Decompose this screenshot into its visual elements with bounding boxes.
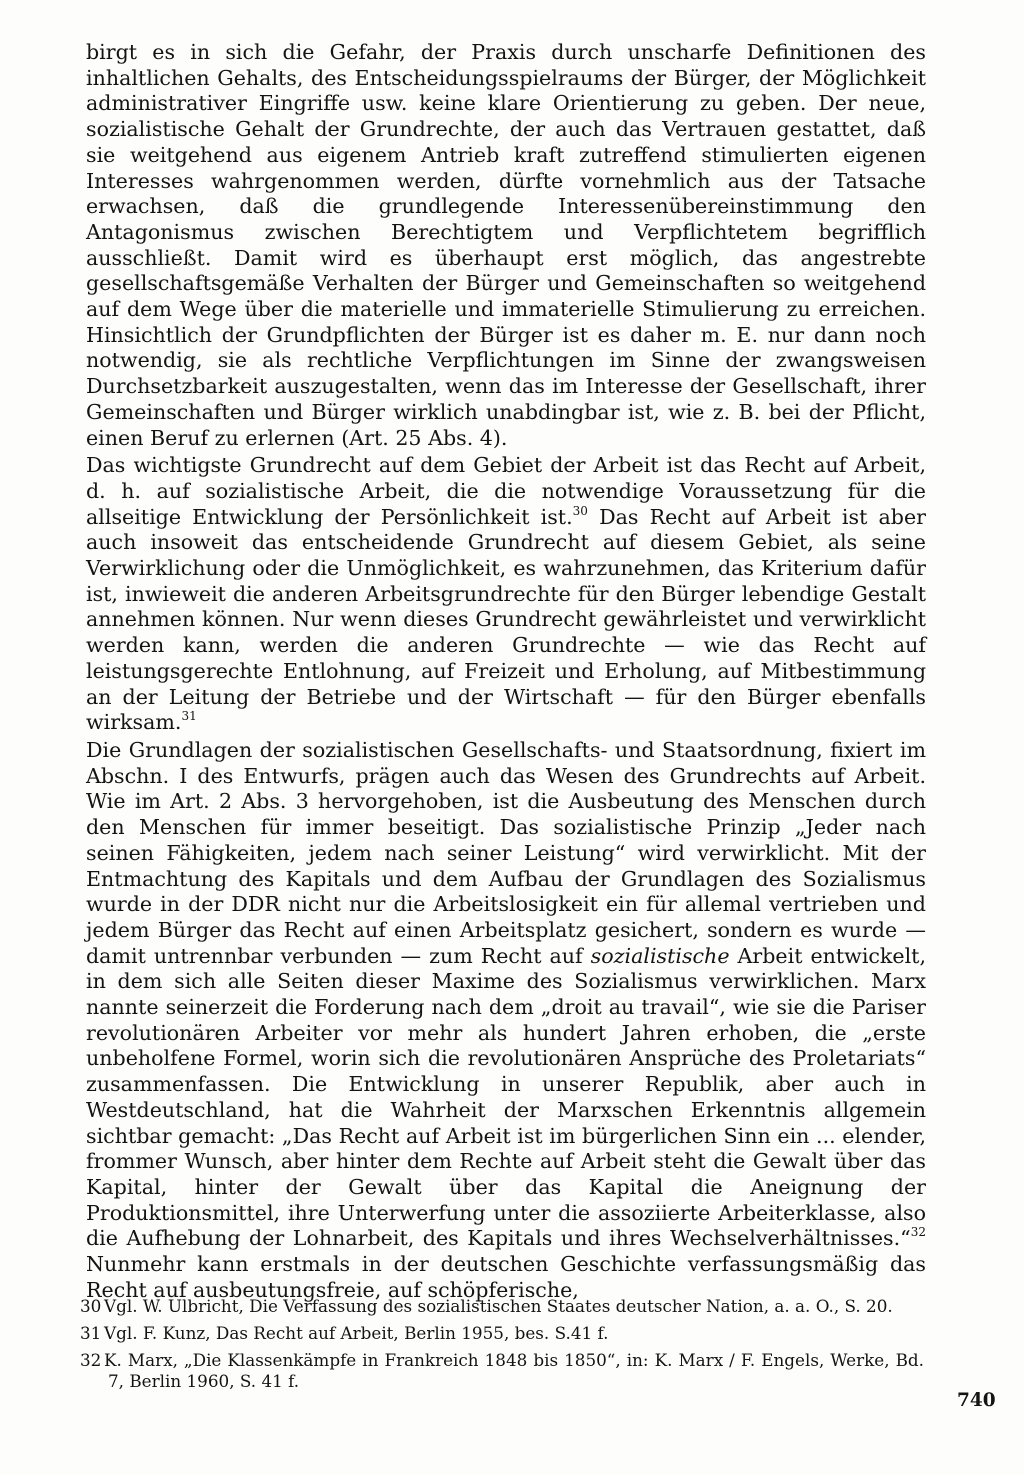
body-text — [86, 40, 926, 1303]
paragraph-2-text-a: Das wichtigste Grundrecht auf dem Gebiet der Arbeit ist das Recht auf Arbeit, d. h. auf sozialistische Arbeit, die die notwendige Voraussetzung für die allseitige Entwicklung der Persönlichkeit ist. — [86, 453, 926, 529]
footnote-text: K. Marx, „Die Klassenkämpfe in Frankreich 1848 bis 1850“, in: K. Marx / F. Engels, Werke, Bd. 7, Berlin 1960, S. 41 f. — [104, 1350, 924, 1391]
page-number: 740 — [957, 1390, 996, 1411]
footnote-ref-32[interactable]: 32 — [910, 1225, 926, 1240]
footnote-number: 32 — [80, 1350, 102, 1370]
paragraph-3-text-b: Arbeit entwickelt, in dem sich alle Seiten dieser Maxime des Sozialismus verwirklichen. Marx nannte seinerzeit die Forderung nach dem „droit au travail“, wie sie die Pariser revolutionären Arbeiter vor mehr als hundert Jahren erhoben, die „erste unbeholfene Formel, worin sich die revolutionären Ansprüche des Proletariats“ zusammenfassen. Die Entwicklung in unserer Republik, aber auch in Westdeutschland, hat die Wahrheit der Marxschen Erkenntnis allgemein sichtbar gemacht: „Das Recht auf Arbeit ist im bürgerlichen Sinn ein ... elender, frommer Wunsch, aber hinter dem Rechte auf Arbeit steht die Gewalt über das Kapital, hinter der Gewalt über das Kapital die Aneignung der Produktionsmittel, ihre Unterwerfung unter die assoziierte Arbeiterklasse, also die Aufhebung der Lohnarbeit, des Kapitals und ihres Wechselverhältnisses.“ — [86, 943, 927, 1251]
footnote-ref-30[interactable]: 30 — [572, 503, 588, 518]
paragraph-3-text-a: Die Grundlagen der sozialistischen Gesellschafts- und Staatsordnung, fixiert im Abschn. I des Entwurfs, prägen auch das Wesen des Grundrechts auf Arbeit. Wie im Art. 2 Abs. 3 hervorgehoben, ist die Ausbeutung des Menschen durch den Menschen für immer beseitigt. Das sozialistische Prinzip „Jeder nach seinen Fähigkeiten, jedem nach seiner Leistung“ wird verwirklicht. Mit der Entmachtung des Kapitals und dem Aufbau der Grundlagen des Sozialismus wurde in der DDR nicht nur die Arbeitslosigkeit ein für allemal vertrieben und jedem Bürger das Recht auf einen Arbeitsplatz gesichert, sondern es wurde — damit untrennbar verbunden — zum Recht auf — [86, 737, 926, 968]
footnote-text: Vgl. W. Ulbricht, Die Verfassung des sozialistischen Staates deutscher Nation, a. a. O., S. 20. — [104, 1296, 893, 1316]
paragraph-1 — [86, 40, 926, 451]
paragraph-3 — [86, 738, 926, 1303]
footnote-ref-31[interactable]: 31 — [181, 709, 197, 724]
paragraph-1-text: birgt es in sich die Gefahr, der Praxis durch unscharfe Definitionen des inhaltlichen Gehalts, des Entscheidungsspielraums der Bürger, der Möglichkeit administrativer Eingriffe usw. keine klare Orientierung zu geben. Der neue, sozialistische Gehalt der Grundrechte, der auch das Vertrauen gestattet, daß sie weitgehend aus eigenem Antrieb kraft zutreffend stimulierten eigenen Interesses wahrgenommen werden, dürfte vornehmlich aus der Tatsache erwachsen, daß die grundlegende Interessenübereinstimmung den Antagonismus zwischen Berechtigtem und Verpflichtetem begrifflich ausschließt. Damit wird es überhaupt erst möglich, das angestrebte gesellschaftsgemäße Verhalten der Bürger und Gemeinschaften so weitgehend auf dem Wege über die materielle und immaterielle Stimulierung zu erreichen. Hinsichtlich der Grundpflichten der Bürger ist es daher m. E. nur dann noch notwendig, sie als rechtliche Verpflichtungen im Sinne der zwangsweisen Durchsetzbarkeit auszugestalten, wenn das im Interesse der Gesellschaft, ihrer Gemeinschaften und Bürger wirklich unabdingbar ist, wie z. B. bei der Pflicht, einen Beruf zu erlernen (Art. 25 Abs. 4). — [86, 40, 926, 450]
footnote-number: 30 — [80, 1296, 102, 1316]
footnote-text: Vgl. F. Kunz, Das Recht auf Arbeit, Berlin 1955, bes. S.41 f. — [104, 1323, 609, 1343]
footnotes — [80, 1296, 924, 1398]
footnote-31 — [80, 1323, 924, 1344]
footnote-number: 31 — [80, 1323, 102, 1343]
paragraph-3-text-c: Nunmehr kann erstmals in der deutschen Geschichte verfassungsmäßig das Recht auf ausbeutungsfreie, auf schöpferische, — [86, 1252, 926, 1302]
paragraph-2 — [86, 453, 926, 736]
paragraph-2-text-b: Das Recht auf Arbeit ist aber auch insoweit das entscheidende Grundrecht auf diesem Gebiet, als seine Verwirklichung oder die Unmöglichkeit, es wahrzunehmen, das Kriterium dafür ist, inwieweit die anderen Arbeitsgrundrechte für den Bürger lebendige Gestalt annehmen können. Nur wenn dieses Grundrecht gewährleistet und verwirklicht werden kann, werden die anderen Grundrechte — wie das Recht auf leistungsgerechte Entlohnung, auf Freizeit und Erholung, auf Mitbestimmung an der Leitung der Betriebe und der Wirtschaft — für den Bürger ebenfalls wirksam. — [86, 504, 926, 735]
paragraph-3-emphasis: sozialistische — [590, 943, 730, 968]
footnote-30 — [80, 1296, 924, 1317]
footnote-32 — [80, 1350, 924, 1392]
